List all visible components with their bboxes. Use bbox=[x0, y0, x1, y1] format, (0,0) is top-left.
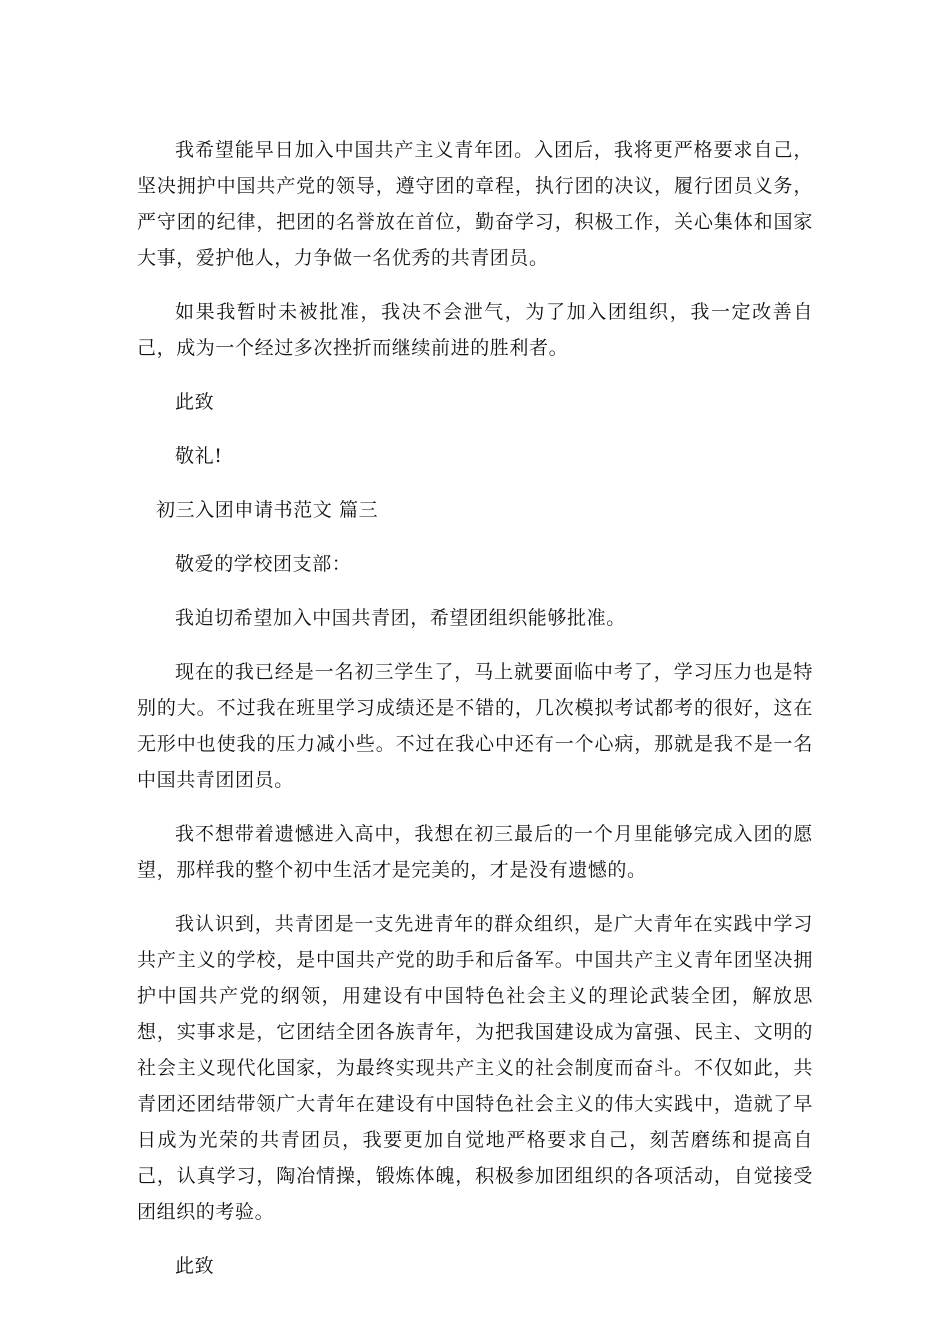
paragraph-request: 我迫切希望加入中国共青团，希望团组织能够批准。 bbox=[175, 607, 626, 629]
paragraph-perseverance: 如果我暂时未被批准，我决不会泄气，为了加入团组织，我一定改善自己，成为一个经过多次挫折而继续前进的胜利者。 bbox=[137, 301, 813, 359]
closing-cizhi: 此致 bbox=[175, 391, 215, 413]
section-heading: 初三入团申请书范文 篇三 bbox=[156, 499, 379, 521]
paragraph-wish: 我不想带着遗憾进入高中，我想在初三最后的一个月里能够完成入团的愿望，那样我的整个初中生活才是完美的，才是没有遗憾的。 bbox=[137, 823, 813, 881]
paragraph-situation: 现在的我已经是一名初三学生了，马上就要面临中考了，学习压力也是特别的大。不过我在班里学习成绩还是不错的，几次模拟考试都考的很好，这在无形中也使我的压力减小些。不过在我心中还有一个心病，那就是我不是一名中国共青团团员。 bbox=[137, 661, 813, 791]
closing-jingli: 敬礼! bbox=[175, 445, 223, 467]
paragraph-understanding: 我认识到，共青团是一支先进青年的群众组织，是广大青年在实践中学习共产主义的学校，是中国共产党的助手和后备军。中国共产主义青年团坚决拥护中国共产党的纲领，用建设有中国特色社会主义的理论武装全团，解放思想，实事求是，它团结全团各族青年，为把我国建设成为富强、民主、文明的社会主义现代化国家，为最终实现共产主义的社会制度而奋斗。不仅如此，共青团还团结带领广大青年在建设有中国特色社会主义的伟大实践中，造就了早日成为光荣的共青团员，我要更加自觉地严格要求自己，刻苦磨练和提高自己，认真学习，陶冶情操，锻炼体魄，积极参加团组织的各项活动，自觉接受团组织的考验。 bbox=[137, 913, 813, 1223]
paragraph-commitment: 我希望能早日加入中国共产主义青年团。入团后，我将更严格要求自己，坚决拥护中国共产党的领导，遵守团的章程，执行团的决议，履行团员义务，严守团的纪律，把团的名誉放在首位，勤奋学习，积极工作，关心集体和国家大事，爱护他人，力争做一名优秀的共青团员。 bbox=[137, 139, 813, 269]
closing-cizhi-2: 此致 bbox=[175, 1255, 215, 1277]
salutation: 敬爱的学校团支部： bbox=[175, 553, 352, 575]
document-body bbox=[137, 132, 813, 1284]
